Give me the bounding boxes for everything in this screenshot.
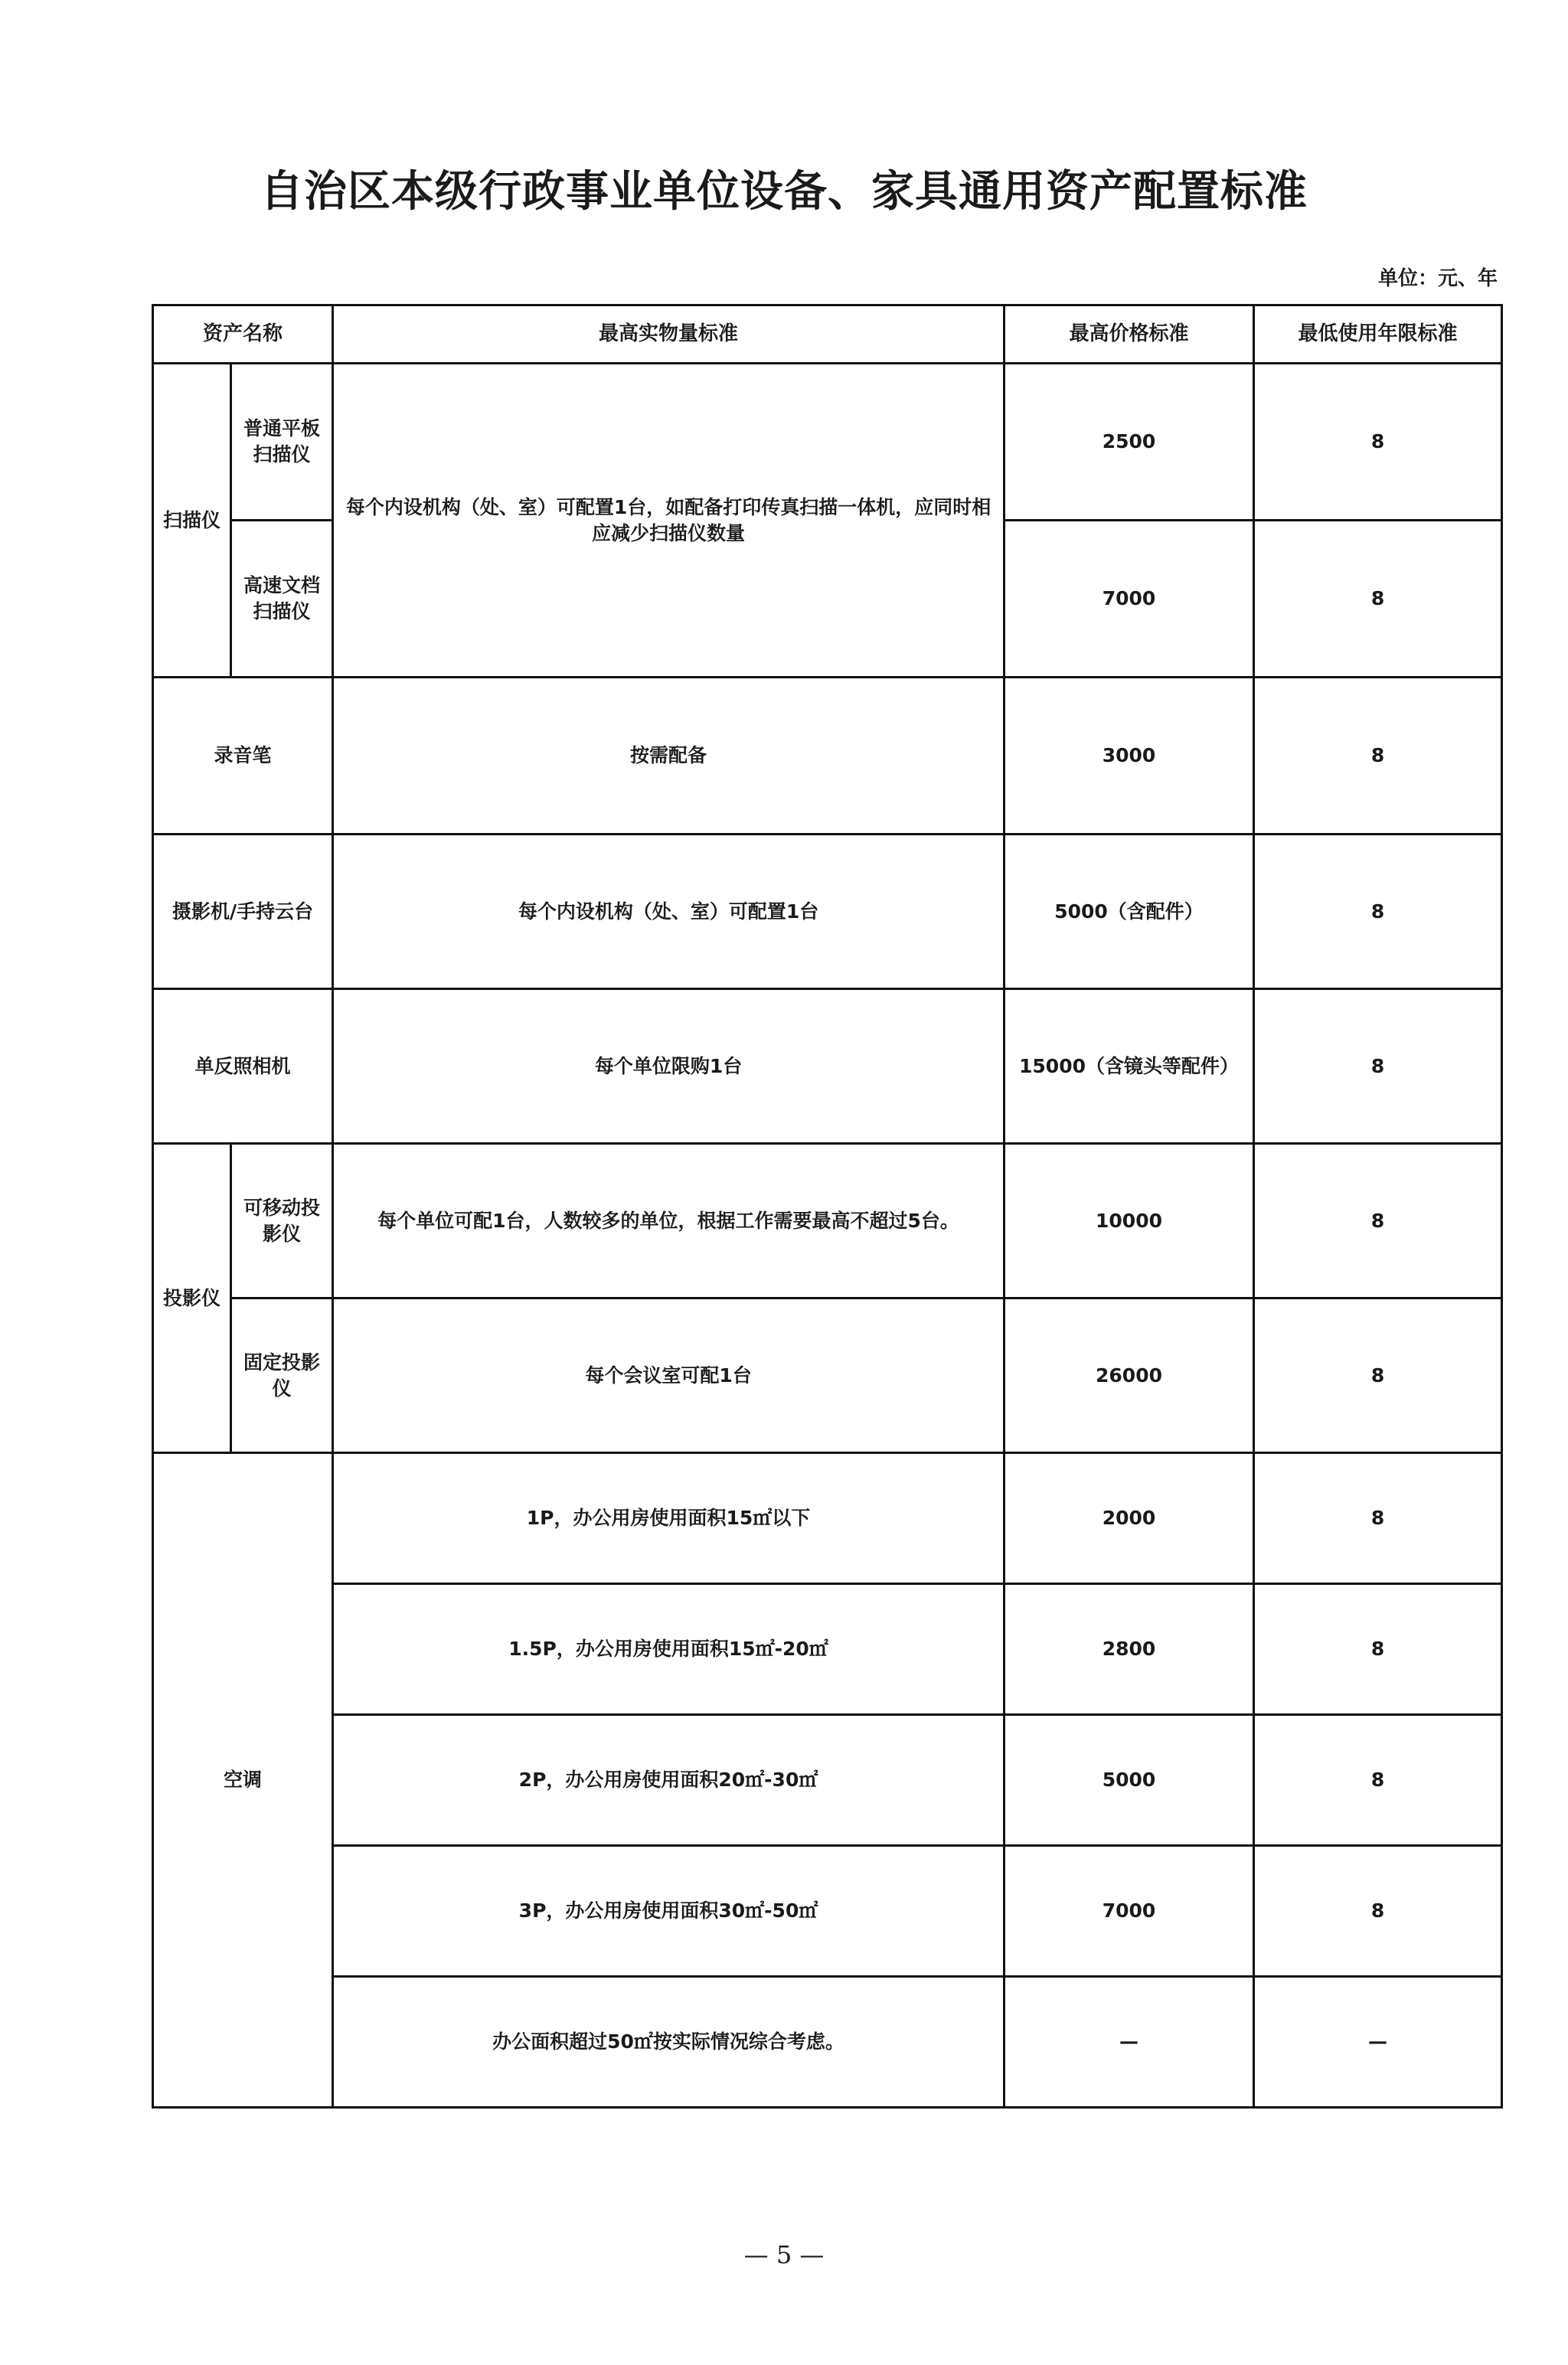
item-years: 8 [1254,1715,1502,1846]
header-quantity: 最高实物量标准 [333,305,1004,364]
item-name: 摄影机/手持云台 [153,835,333,989]
item-price: 2800 [1004,1584,1254,1715]
document-title: 自治区本级行政事业单位设备、家具通用资产配置标准 [260,166,1308,217]
asset-standard-table [152,304,1503,2109]
item-years: 8 [1254,521,1502,678]
item-price: 7000 [1004,1846,1254,1977]
item-years: 8 [1254,1453,1502,1584]
unit-note: 单位：元、年 [1377,267,1498,290]
item-years: — [1254,1977,1502,2108]
table-row [153,1846,1502,1977]
table-row [153,835,1502,989]
item-quantity: 1P，办公用房使用面积15㎡以下 [333,1453,1004,1584]
item-quantity: 每个内设机构（处、室）可配置1台，如配备打印传真扫描一体机，应同时相应减少扫描仪数量 [333,364,1004,678]
table-row [153,678,1502,835]
group-scanner: 扫描仪 [153,364,231,678]
table-row [153,989,1502,1144]
item-price: 15000（含镜头等配件） [1004,989,1254,1144]
item-years: 8 [1254,1298,1502,1453]
item-quantity: 每个内设机构（处、室）可配置1台 [333,835,1004,989]
item-price: 26000 [1004,1298,1254,1453]
item-quantity: 办公面积超过50㎡按实际情况综合考虑。 [333,1977,1004,2108]
table-row [153,1144,1502,1298]
group-aircon: 空调 [153,1453,333,2108]
header-asset-name: 资产名称 [153,305,333,364]
item-years: 8 [1254,1846,1502,1977]
item-name: 单反照相机 [153,989,333,1144]
item-price: 7000 [1004,521,1254,678]
item-name: 可移动投影仪 [231,1144,333,1298]
item-quantity: 每个单位可配1台，人数较多的单位，根据工作需要最高不超过5台。 [333,1144,1004,1298]
item-years: 8 [1254,1584,1502,1715]
item-price: — [1004,1977,1254,2108]
item-price: 3000 [1004,678,1254,835]
item-years: 8 [1254,989,1502,1144]
item-quantity: 3P，办公用房使用面积30㎡-50㎡ [333,1846,1004,1977]
item-years: 8 [1254,1144,1502,1298]
item-name: 高速文档扫描仪 [231,521,333,678]
item-name: 录音笔 [153,678,333,835]
item-price: 5000（含配件） [1004,835,1254,989]
header-price: 最高价格标准 [1004,305,1254,364]
item-years: 8 [1254,678,1502,835]
item-quantity: 1.5P，办公用房使用面积15㎡-20㎡ [333,1584,1004,1715]
table-header-row [153,305,1502,364]
item-years: 8 [1254,364,1502,521]
table-row [153,1453,1502,1584]
table-row [153,364,1502,521]
item-name: 普通平板扫描仪 [231,364,333,521]
item-quantity: 按需配备 [333,678,1004,835]
item-quantity: 每个会议室可配1台 [333,1298,1004,1453]
item-quantity: 每个单位限购1台 [333,989,1004,1144]
page-number: — 5 — [743,2240,825,2269]
item-quantity: 2P，办公用房使用面积20㎡-30㎡ [333,1715,1004,1846]
table-row [153,1298,1502,1453]
item-years: 8 [1254,835,1502,989]
group-projector: 投影仪 [153,1144,231,1453]
item-name: 固定投影仪 [231,1298,333,1453]
header-years: 最低使用年限标准 [1254,305,1502,364]
item-price: 2500 [1004,364,1254,521]
item-price: 5000 [1004,1715,1254,1846]
table-row [153,1584,1502,1715]
item-price: 10000 [1004,1144,1254,1298]
table-row [153,1715,1502,1846]
item-price: 2000 [1004,1453,1254,1584]
table-row [153,1977,1502,2108]
